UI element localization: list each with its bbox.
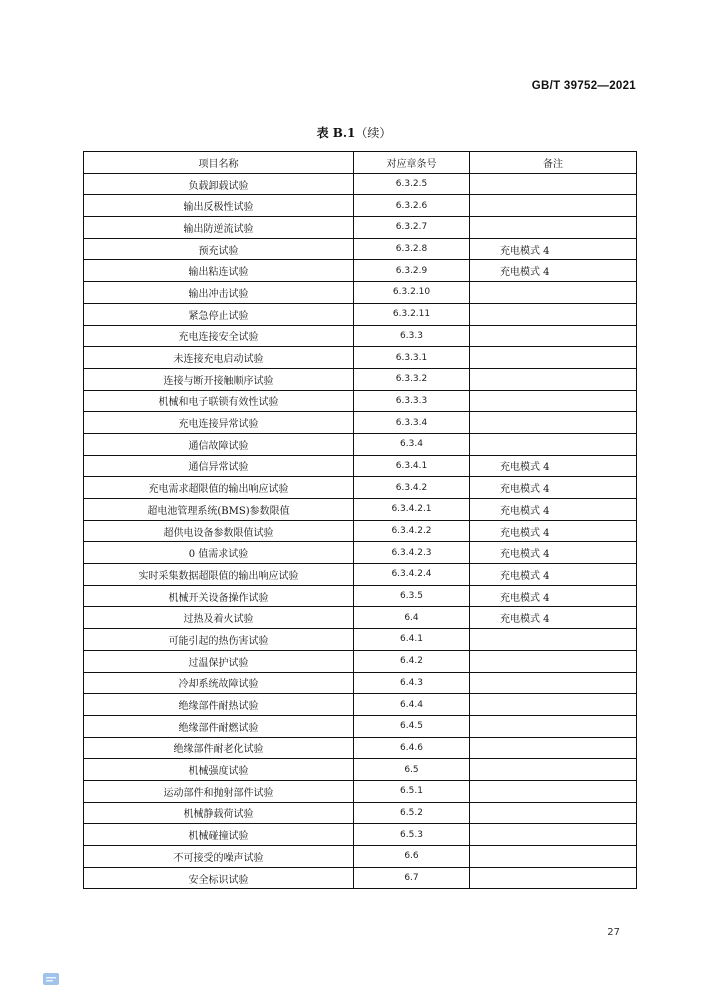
clause-number-cell: 6.3.2.5 xyxy=(354,173,470,195)
note-cell: 充电模式 4 xyxy=(470,499,637,521)
note-cell xyxy=(470,672,637,694)
clause-number-cell: 6.3.2.8 xyxy=(354,238,470,260)
clause-number-cell: 6.3.3.4 xyxy=(354,412,470,434)
item-name-cell: 机械强度试验 xyxy=(84,759,354,781)
note-cell xyxy=(470,780,637,802)
note-cell xyxy=(470,867,637,889)
clause-number-cell: 6.3.5 xyxy=(354,585,470,607)
table-row xyxy=(84,564,637,586)
item-name-cell: 输出反极性试验 xyxy=(84,195,354,217)
table-row xyxy=(84,737,637,759)
note-cell xyxy=(470,412,637,434)
item-name-cell: 运动部件和抛射部件试验 xyxy=(84,780,354,802)
item-name-cell: 输出防逆流试验 xyxy=(84,217,354,239)
item-name-cell: 机械碰撞试验 xyxy=(84,824,354,846)
table-row xyxy=(84,672,637,694)
clause-number-cell: 6.3.2.6 xyxy=(354,195,470,217)
note-cell xyxy=(470,390,637,412)
item-name-cell: 绝缘部件耐老化试验 xyxy=(84,737,354,759)
note-cell xyxy=(470,650,637,672)
table-caption-suffix: （续） xyxy=(355,126,392,140)
note-cell: 充电模式 4 xyxy=(470,238,637,260)
table-row xyxy=(84,282,637,304)
standard-code: GB/T 39752—2021 xyxy=(531,80,636,92)
clause-number-cell: 6.3.2.10 xyxy=(354,282,470,304)
item-name-cell: 机械静载荷试验 xyxy=(84,802,354,824)
table-caption-main: 表 B.1 xyxy=(316,126,356,140)
clause-number-cell: 6.3.3.1 xyxy=(354,347,470,369)
clause-number-cell: 6.3.4.2.1 xyxy=(354,499,470,521)
note-cell xyxy=(470,368,637,390)
table-row xyxy=(84,455,637,477)
column-header-clause: 对应章条号 xyxy=(354,152,470,174)
table-row xyxy=(84,780,637,802)
table-header-row xyxy=(84,152,637,174)
clause-number-cell: 6.3.4.2.4 xyxy=(354,564,470,586)
clause-number-cell: 6.3.2.7 xyxy=(354,217,470,239)
item-name-cell: 安全标识试验 xyxy=(84,867,354,889)
clause-number-cell: 6.5.2 xyxy=(354,802,470,824)
table-row xyxy=(84,347,637,369)
item-name-cell: 绝缘部件耐燃试验 xyxy=(84,715,354,737)
note-cell: 充电模式 4 xyxy=(470,520,637,542)
clause-number-cell: 6.3.2.9 xyxy=(354,260,470,282)
table-row xyxy=(84,824,637,846)
item-name-cell: 通信故障试验 xyxy=(84,433,354,455)
table-row xyxy=(84,607,637,629)
table-row xyxy=(84,759,637,781)
item-name-cell: 0 值需求试验 xyxy=(84,542,354,564)
table-row xyxy=(84,694,637,716)
test-items-table xyxy=(83,151,637,889)
table-row xyxy=(84,629,637,651)
note-cell xyxy=(470,303,637,325)
clause-number-cell: 6.3.3.2 xyxy=(354,368,470,390)
clause-number-cell: 6.4.5 xyxy=(354,715,470,737)
table-row xyxy=(84,477,637,499)
item-name-cell: 过热及着火试验 xyxy=(84,607,354,629)
item-name-cell: 超供电设备参数限值试验 xyxy=(84,520,354,542)
table-row xyxy=(84,433,637,455)
item-name-cell: 过温保护试验 xyxy=(84,650,354,672)
note-cell xyxy=(470,195,637,217)
note-cell: 充电模式 4 xyxy=(470,607,637,629)
clause-number-cell: 6.3.4.2 xyxy=(354,477,470,499)
clause-number-cell: 6.4.6 xyxy=(354,737,470,759)
table-caption xyxy=(0,124,708,141)
item-name-cell: 机械开关设备操作试验 xyxy=(84,585,354,607)
note-cell: 充电模式 4 xyxy=(470,585,637,607)
table-row xyxy=(84,412,637,434)
clause-number-cell: 6.5 xyxy=(354,759,470,781)
item-name-cell: 实时采集数据超限值的输出响应试验 xyxy=(84,564,354,586)
clause-number-cell: 6.4.4 xyxy=(354,694,470,716)
item-name-cell: 绝缘部件耐热试验 xyxy=(84,694,354,716)
clause-number-cell: 6.4.3 xyxy=(354,672,470,694)
table-row xyxy=(84,368,637,390)
note-cell xyxy=(470,629,637,651)
clause-number-cell: 6.7 xyxy=(354,867,470,889)
item-name-cell: 负载卸载试验 xyxy=(84,173,354,195)
clause-number-cell: 6.5.3 xyxy=(354,824,470,846)
table-row xyxy=(84,325,637,347)
item-name-cell: 输出冲击试验 xyxy=(84,282,354,304)
note-cell xyxy=(470,347,637,369)
clause-number-cell: 6.3.2.11 xyxy=(354,303,470,325)
table-row xyxy=(84,650,637,672)
item-name-cell: 通信异常试验 xyxy=(84,455,354,477)
item-name-cell: 充电连接异常试验 xyxy=(84,412,354,434)
note-cell xyxy=(470,824,637,846)
note-cell xyxy=(470,173,637,195)
table-row xyxy=(84,802,637,824)
note-cell: 充电模式 4 xyxy=(470,564,637,586)
table-row xyxy=(84,846,637,868)
clause-number-cell: 6.3.4.1 xyxy=(354,455,470,477)
clause-number-cell: 6.3.4.2.3 xyxy=(354,542,470,564)
clause-number-cell: 6.3.4 xyxy=(354,433,470,455)
note-cell xyxy=(470,694,637,716)
table-row xyxy=(84,585,637,607)
clause-number-cell: 6.4.1 xyxy=(354,629,470,651)
table-row xyxy=(84,195,637,217)
item-name-cell: 机械和电子联锁有效性试验 xyxy=(84,390,354,412)
note-cell xyxy=(470,737,637,759)
table-row xyxy=(84,390,637,412)
note-cell: 充电模式 4 xyxy=(470,455,637,477)
table-row xyxy=(84,542,637,564)
note-cell xyxy=(470,433,637,455)
clause-number-cell: 6.3.4.2.2 xyxy=(354,520,470,542)
note-cell xyxy=(470,217,637,239)
clause-number-cell: 6.3.3.3 xyxy=(354,390,470,412)
table-row xyxy=(84,520,637,542)
item-name-cell: 紧急停止试验 xyxy=(84,303,354,325)
item-name-cell: 冷却系统故障试验 xyxy=(84,672,354,694)
note-cell: 充电模式 4 xyxy=(470,260,637,282)
table-row xyxy=(84,217,637,239)
clause-number-cell: 6.6 xyxy=(354,846,470,868)
item-name-cell: 连接与断开接触顺序试验 xyxy=(84,368,354,390)
note-cell: 充电模式 4 xyxy=(470,477,637,499)
document-corner-icon xyxy=(42,972,60,986)
item-name-cell: 不可接受的噪声试验 xyxy=(84,846,354,868)
table-row xyxy=(84,303,637,325)
note-cell: 充电模式 4 xyxy=(470,542,637,564)
clause-number-cell: 6.3.3 xyxy=(354,325,470,347)
note-cell xyxy=(470,846,637,868)
note-cell xyxy=(470,715,637,737)
item-name-cell: 预充试验 xyxy=(84,238,354,260)
clause-number-cell: 6.4.2 xyxy=(354,650,470,672)
column-header-note: 备注 xyxy=(470,152,637,174)
note-cell xyxy=(470,282,637,304)
table-row xyxy=(84,867,637,889)
column-header-item-name: 项目名称 xyxy=(84,152,354,174)
clause-number-cell: 6.4 xyxy=(354,607,470,629)
note-cell xyxy=(470,802,637,824)
item-name-cell: 充电连接安全试验 xyxy=(84,325,354,347)
table-row xyxy=(84,260,637,282)
table-body xyxy=(84,173,637,889)
item-name-cell: 超电池管理系统(BMS)参数限值 xyxy=(84,499,354,521)
note-cell xyxy=(470,325,637,347)
item-name-cell: 未连接充电启动试验 xyxy=(84,347,354,369)
item-name-cell: 输出粘连试验 xyxy=(84,260,354,282)
item-name-cell: 可能引起的热伤害试验 xyxy=(84,629,354,651)
table-row xyxy=(84,715,637,737)
note-cell xyxy=(470,759,637,781)
table-row xyxy=(84,173,637,195)
clause-number-cell: 6.5.1 xyxy=(354,780,470,802)
page-number: 27 xyxy=(607,927,620,938)
item-name-cell: 充电需求超限值的输出响应试验 xyxy=(84,477,354,499)
table-row xyxy=(84,238,637,260)
table-row xyxy=(84,499,637,521)
